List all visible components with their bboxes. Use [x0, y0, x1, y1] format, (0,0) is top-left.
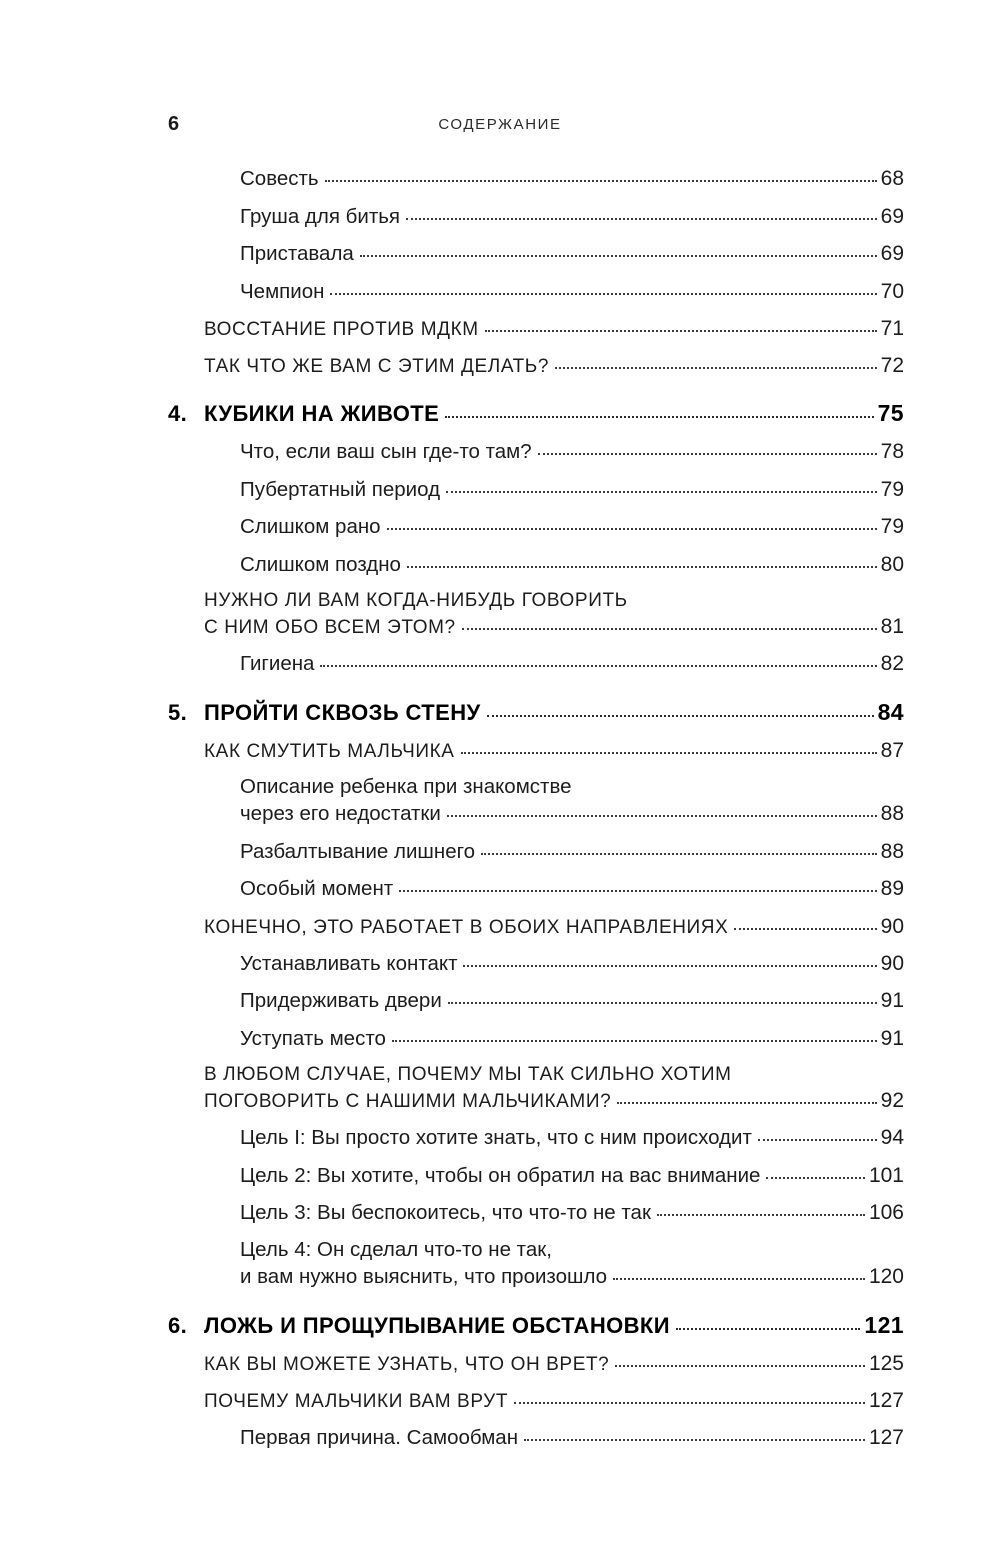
toc-leader-dots: [360, 255, 877, 257]
toc-entry[interactable]: [168, 916, 904, 937]
toc-entry-page: 120: [868, 1265, 904, 1288]
toc-entry-page: 78: [880, 440, 904, 463]
toc-entry[interactable]: [168, 1165, 904, 1187]
toc-entry-page: 87: [880, 738, 904, 762]
toc-entry-title: Гигиена: [240, 652, 315, 675]
toc-entry-title: С НИМ ОБО ВСЕМ ЭТОМ?: [204, 617, 456, 638]
toc-entry[interactable]: [168, 1427, 904, 1449]
toc-entry[interactable]: [168, 878, 904, 900]
toc-entry-title: Совесть: [240, 167, 319, 190]
toc-entry[interactable]: [168, 554, 904, 576]
toc-leader-dots: [481, 853, 877, 855]
toc-leader-dots: [617, 1102, 876, 1104]
toc-entry-number: 4.: [168, 401, 188, 426]
toc-entry-title: Цель 3: Вы беспокоитесь, что что-то не так: [240, 1201, 651, 1224]
toc-entry-title: Приставала: [240, 242, 354, 265]
toc-entry-page: 79: [880, 477, 904, 501]
toc-entry[interactable]: [168, 698, 904, 725]
toc-entry-title: ПОЧЕМУ МАЛЬЧИКИ ВАМ ВРУТ: [204, 1390, 509, 1412]
toc-entry-title: Придерживать двери: [240, 989, 442, 1012]
toc-entry-page: 92: [880, 1089, 904, 1112]
toc-entry-page: 82: [880, 652, 904, 675]
toc-entry-title: через его недостатки: [240, 802, 441, 825]
toc-leader-dots: [463, 965, 876, 967]
toc-entry[interactable]: [168, 281, 904, 303]
toc-entry-title: ТАК ЧТО ЖЕ ВАМ С ЭТИМ ДЕЛАТЬ?: [204, 356, 550, 377]
toc-entry-number: 6.: [168, 1312, 188, 1338]
toc-entry-title: Устанавливать контакт: [240, 951, 458, 975]
toc-entry[interactable]: [168, 616, 904, 637]
toc-entry[interactable]: [168, 1202, 904, 1224]
toc-entry-page: 69: [880, 242, 904, 265]
toc-entry[interactable]: [168, 990, 904, 1012]
toc-leader-dots: [758, 1139, 877, 1141]
toc-entry-title: Груша для битья: [240, 204, 400, 228]
toc-entry-title: Слишком рано: [240, 515, 381, 538]
toc-entry-page: 90: [880, 914, 904, 938]
toc-entry-page: 84: [877, 698, 904, 725]
toc-leader-dots: [325, 180, 877, 182]
toc-entry[interactable]: [168, 1090, 904, 1111]
toc-entry-page: 121: [864, 1311, 904, 1338]
toc-entry[interactable]: [168, 479, 904, 501]
toc-leader-dots: [514, 1402, 865, 1404]
toc-entry[interactable]: [168, 402, 904, 425]
toc-entry-page: 90: [880, 951, 904, 975]
toc-entry-title: Что, если ваш сын где-то там?: [240, 440, 532, 463]
toc-entry-title: Слишком поздно: [240, 552, 401, 576]
toc-entry[interactable]: [168, 841, 904, 863]
toc-entry[interactable]: [168, 243, 904, 265]
toc-leader-dots: [657, 1214, 865, 1216]
toc-leader-dots: [320, 665, 876, 667]
toc-entry[interactable]: [168, 1065, 904, 1084]
toc-leader-dots: [676, 1328, 860, 1330]
toc-entry-title: Уступать место: [240, 1026, 386, 1050]
toc-leader-dots: [406, 218, 877, 220]
toc-leader-dots: [487, 715, 874, 717]
toc-entry-page: 127: [868, 1425, 904, 1449]
toc-entry-page: 91: [880, 1026, 904, 1050]
toc-leader-dots: [448, 1002, 877, 1004]
toc-entry-page: 101: [868, 1163, 904, 1187]
toc-entry-page: 94: [880, 1126, 904, 1149]
toc-entry-title: Цель 4: Он сделал что-то не так,: [240, 1237, 552, 1261]
toc-leader-dots: [399, 890, 876, 892]
toc-entry[interactable]: [168, 355, 904, 376]
toc-entry-page: 125: [868, 1351, 904, 1375]
toc-entry[interactable]: [168, 774, 904, 798]
toc-entry[interactable]: [168, 516, 904, 538]
toc-leader-dots: [734, 928, 876, 930]
toc-entry-title: Особый момент: [240, 877, 394, 900]
toc-entry[interactable]: [168, 1353, 904, 1374]
table-of-contents: [168, 168, 904, 1464]
toc-leader-dots: [615, 1365, 865, 1367]
running-title: СОДЕРЖАНИЕ: [438, 115, 562, 133]
toc-leader-dots: [392, 1040, 877, 1042]
toc-entry[interactable]: [168, 1266, 904, 1288]
toc-leader-dots: [446, 491, 877, 493]
toc-entry-title: КАК ВЫ МОЖЕТЕ УЗНАТЬ, ЧТО ОН ВРЕТ?: [204, 1353, 610, 1375]
toc-entry-title: Чемпион: [240, 279, 325, 303]
toc-entry-page: 72: [880, 354, 904, 377]
toc-leader-dots: [330, 293, 876, 295]
toc-entry-page: 70: [880, 279, 904, 303]
toc-entry-title: Цель I: Вы просто хотите знать, что с ним происходит: [240, 1126, 752, 1149]
toc-entry-title: НУЖНО ЛИ ВАМ КОГДА-НИБУДЬ ГОВОРИТЬ: [204, 590, 628, 611]
toc-entry-number: 5.: [168, 699, 188, 725]
toc-leader-dots: [461, 752, 877, 754]
toc-entry-title: КУБИКИ НА ЖИВОТЕ: [204, 401, 440, 426]
toc-leader-dots: [766, 1177, 864, 1179]
toc-entry[interactable]: [168, 1028, 904, 1050]
page-number: 6: [168, 112, 180, 135]
toc-leader-dots: [445, 416, 873, 418]
toc-entry[interactable]: [168, 318, 904, 339]
toc-entry-page: 71: [880, 317, 904, 340]
toc-entry-title: ВОССТАНИЕ ПРОТИВ МДКМ: [204, 319, 479, 340]
toc-leader-dots: [485, 330, 877, 332]
toc-leader-dots: [462, 628, 877, 630]
toc-entry-page: 75: [877, 400, 904, 426]
toc-entry-title: Первая причина. Самообман: [240, 1425, 519, 1449]
toc-leader-dots: [447, 815, 877, 817]
toc-entry[interactable]: [168, 168, 904, 190]
toc-entry-title: ЛОЖЬ И ПРОЩУПЫВАНИЕ ОБСТАНОВКИ: [204, 1312, 670, 1338]
toc-entry[interactable]: [168, 1237, 904, 1261]
toc-entry[interactable]: [168, 803, 904, 825]
toc-entry-page: 106: [868, 1201, 904, 1224]
toc-entry-title: и вам нужно выяснить, что произошло: [240, 1265, 608, 1288]
toc-entry-title: КОНЕЧНО, ЭТО РАБОТАЕТ В ОБОИХ НАПРАВЛЕНИЯХ: [204, 916, 729, 938]
toc-entry-page: 79: [880, 515, 904, 538]
toc-entry[interactable]: [168, 1390, 904, 1411]
toc-leader-dots: [555, 367, 877, 369]
toc-leader-dots: [524, 1439, 865, 1441]
toc-entry[interactable]: [168, 591, 904, 610]
toc-entry-page: 69: [880, 204, 904, 228]
toc-entry-title: Цель 2: Вы хотите, чтобы он обратил на вас внимание: [240, 1163, 761, 1187]
toc-entry-page: 127: [868, 1388, 904, 1412]
toc-entry-title: Разбалтывание лишнего: [240, 839, 476, 863]
toc-leader-dots: [407, 566, 877, 568]
toc-leader-dots: [387, 528, 877, 530]
toc-leader-dots: [538, 453, 877, 455]
toc-entry[interactable]: [168, 206, 904, 228]
page-header: [168, 113, 832, 135]
toc-entry[interactable]: [168, 653, 904, 675]
toc-entry[interactable]: [168, 1311, 904, 1338]
toc-entry-page: 68: [880, 167, 904, 190]
toc-entry-page: 88: [880, 839, 904, 863]
toc-entry[interactable]: [168, 441, 904, 463]
toc-entry-title: Описание ребенка при знакомстве: [240, 774, 572, 798]
toc-entry-title: В ЛЮБОМ СЛУЧАЕ, ПОЧЕМУ МЫ ТАК СИЛЬНО ХОТИМ: [204, 1064, 732, 1085]
toc-entry-title: ПОГОВОРИТЬ С НАШИМИ МАЛЬЧИКАМИ?: [204, 1091, 612, 1112]
toc-entry[interactable]: [168, 740, 904, 761]
toc-entry-page: 91: [880, 989, 904, 1012]
toc-entry-title: Пубертатный период: [240, 477, 441, 501]
toc-entry[interactable]: [168, 953, 904, 975]
toc-entry-page: 89: [880, 877, 904, 900]
toc-entry-title: ПРОЙТИ СКВОЗЬ СТЕНУ: [204, 699, 481, 725]
toc-leader-dots: [613, 1278, 865, 1280]
toc-entry-title: КАК СМУТИТЬ МАЛЬЧИКА: [204, 740, 455, 762]
toc-entry-page: 88: [880, 802, 904, 825]
toc-entry-page: 80: [880, 552, 904, 576]
toc-entry[interactable]: [168, 1127, 904, 1149]
toc-entry-page: 81: [880, 615, 904, 638]
